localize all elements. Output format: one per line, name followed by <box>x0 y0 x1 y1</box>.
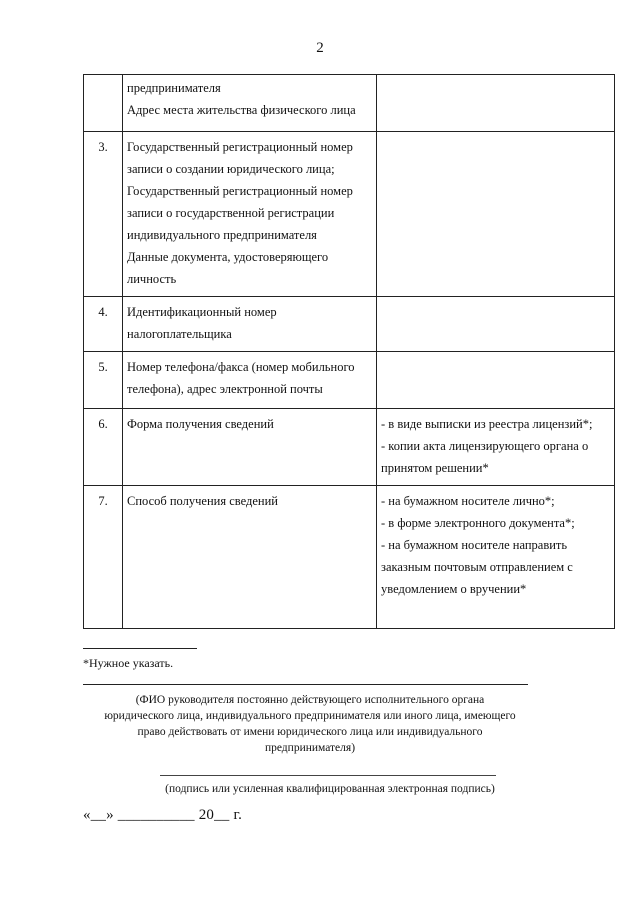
option-line[interactable]: - в виде выписки из реестра лицензий*; <box>381 417 593 431</box>
row-value-options <box>377 486 615 629</box>
row-number: 5. <box>84 352 123 409</box>
option-line[interactable]: - на бумажном носителе направить <box>381 538 568 552</box>
row-value-options <box>377 409 615 486</box>
row-label <box>123 486 377 629</box>
row-value-field[interactable] <box>377 75 615 132</box>
label-line: индивидуального предпринимателя <box>127 228 317 242</box>
label-line: записи о создании юридического лица; <box>127 162 335 176</box>
option-line[interactable]: - копии акта лицензирующего органа о <box>381 439 589 453</box>
request-form-table <box>83 74 615 629</box>
caption-line: право действовать от имени юридического лица или индивидуального <box>137 726 483 738</box>
table-row <box>84 132 615 297</box>
row-label <box>123 75 377 132</box>
row-value-field[interactable] <box>377 352 615 409</box>
table-row <box>84 75 615 132</box>
caption-line: предпринимателя) <box>264 742 356 754</box>
row-value-field[interactable] <box>377 297 615 352</box>
option-line: заказным почтовым отправлением с <box>381 560 573 574</box>
row-number: 3. <box>84 132 123 297</box>
label-line: Форма получения сведений <box>127 417 274 431</box>
option-line[interactable]: - в форме электронного документа*; <box>381 516 575 530</box>
row-label <box>123 132 377 297</box>
table-row <box>84 409 615 486</box>
label-line: Способ получения сведений <box>127 494 278 508</box>
footnote: *Нужное указать. <box>83 656 174 670</box>
option-line: уведомлением о вручении* <box>381 582 527 596</box>
row-value-field[interactable] <box>377 132 615 297</box>
label-line: Государственный регистрационный номер <box>127 184 353 198</box>
row-label <box>123 409 377 486</box>
row-number <box>84 75 123 132</box>
label-line: Номер телефона/факса (номер мобильного <box>127 360 355 374</box>
row-label <box>123 297 377 352</box>
row-number: 4. <box>84 297 123 352</box>
label-line: личность <box>127 272 177 286</box>
signature-line[interactable] <box>160 775 496 776</box>
label-line: Адрес места жительства физического лица <box>127 103 356 117</box>
label-line: Данные документа, удостоверяющего <box>127 250 329 264</box>
label-line: Государственный регистрационный номер <box>127 140 353 154</box>
row-number: 6. <box>84 409 123 486</box>
footnote-divider <box>83 648 197 649</box>
label-line: записи о государственной регистрации <box>127 206 335 220</box>
label-line: Идентификационный номер <box>127 305 277 319</box>
table-row <box>84 486 615 629</box>
option-line[interactable]: - на бумажном носителе лично*; <box>381 494 555 508</box>
date-field[interactable]: «__» __________ 20__ г. <box>83 807 243 823</box>
label-line: предпринимателя <box>127 81 221 95</box>
name-caption <box>90 692 530 756</box>
row-number: 7. <box>84 486 123 629</box>
table-row <box>84 352 615 409</box>
table-row <box>84 297 615 352</box>
label-line: телефона), адрес электронной почты <box>127 382 323 396</box>
caption-line: юридического лица, индивидуального предпринимателя или иного лица, имеющего <box>104 710 516 722</box>
option-line: принятом решении* <box>381 461 489 475</box>
label-line: налогоплательщика <box>127 327 232 341</box>
row-label <box>123 352 377 409</box>
caption-line: (ФИО руководителя постоянно действующего исполнительного органа <box>135 694 485 706</box>
name-signature-line[interactable] <box>83 684 528 685</box>
signature-caption: (подпись или усиленная квалифицированная электронная подпись) <box>165 783 495 795</box>
page-number: 2 <box>316 40 324 56</box>
